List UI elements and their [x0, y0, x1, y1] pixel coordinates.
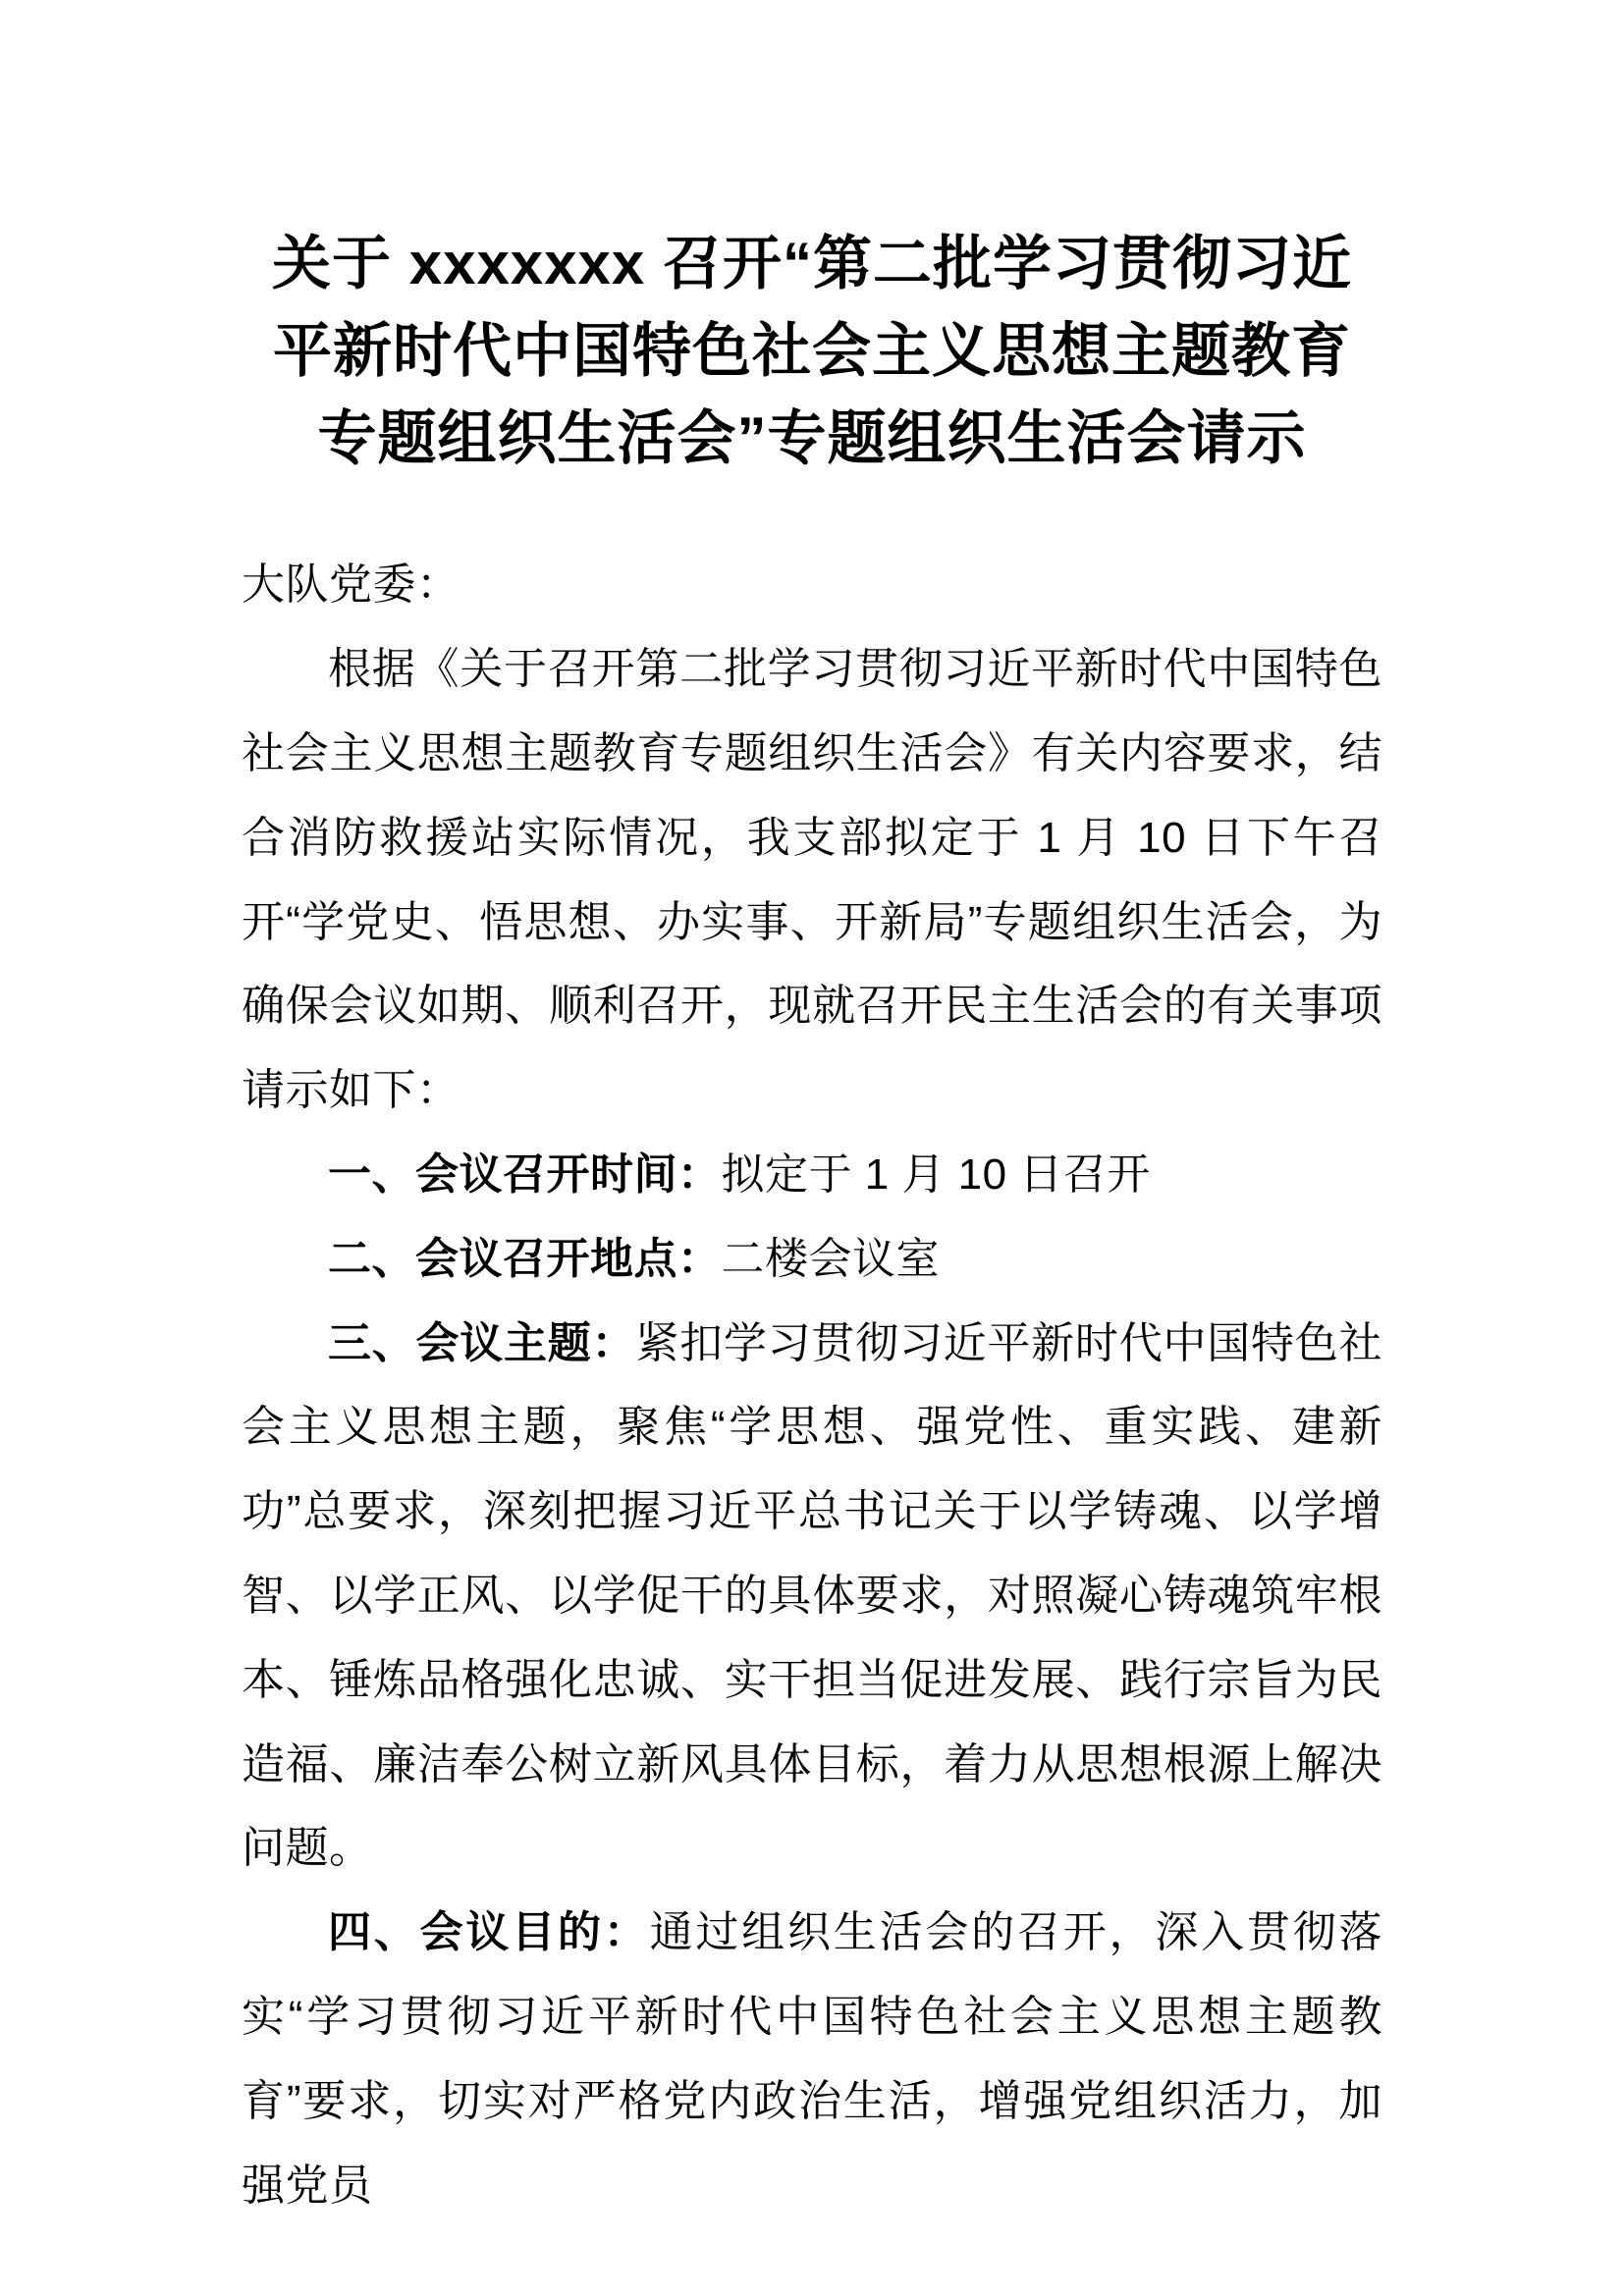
document-title [242, 221, 1382, 482]
item-meeting-time-lead: 一、会议召开时间： [328, 1149, 722, 1199]
title-line-2: 平新时代中国特色社会主义思想主题教育 [273, 317, 1351, 384]
intro-paragraph: 根据《关于召开第二批学习贯彻习近平新时代中国特色社会主义思想主题教育专题组织生活会》有关内容要求，结合消防救援站实际情况，我支部拟定于 1 月 10 日下午召开“学党史、悟思想、办实事、开新局”专题组织生活会，为确保会议如期、顺利召开，现就召开民主生活会的有关事项请示如下： [242, 645, 1382, 1115]
item-meeting-time-text: 拟定于 1 月 10 日召开 [721, 1149, 1151, 1199]
item-meeting-purpose [242, 1891, 1382, 2227]
item-meeting-theme-text: 紧扣学习贯彻习近平新时代中国特色社会主义思想主题，聚焦“学思想、强党性、重实践、建新功”总要求，深刻把握习近平总书记关于以学铸魂、以学增智、以学正风、以学促干的具体要求，对照凝心铸魂筑牢根本、锤炼品格强化忠诚、实干担当促进发展、践行宗旨为民造福、廉洁奉公树立新风具体目标，着力从思想根源上解决问题。 [242, 1318, 1383, 1873]
item-meeting-purpose-lead: 四、会议目的： [328, 1908, 650, 1957]
title-line-1: 关于 xxxxxxx 召开“第二批学习贯彻习近 [272, 231, 1352, 296]
salutation: 大队党委： [242, 561, 460, 610]
item-meeting-place [242, 1217, 1382, 1302]
item-meeting-theme [242, 1302, 1382, 1892]
item-meeting-place-text: 二楼会议室 [721, 1234, 940, 1283]
item-meeting-theme-lead: 三、会议主题： [328, 1318, 636, 1367]
item-meeting-purpose-text: 通过组织生活会的召开，深入贯彻落实“学习贯彻习近平新时代中国特色社会主义思想主题教育”要求，切实对严格党内政治生活，增强党组织活力，加强党员 [242, 1908, 1383, 2210]
item-meeting-place-lead: 二、会议召开地点： [328, 1234, 722, 1283]
title-line-3: 专题组织生活会”专题组织生活会请示 [317, 404, 1307, 471]
item-meeting-time [242, 1133, 1382, 1217]
